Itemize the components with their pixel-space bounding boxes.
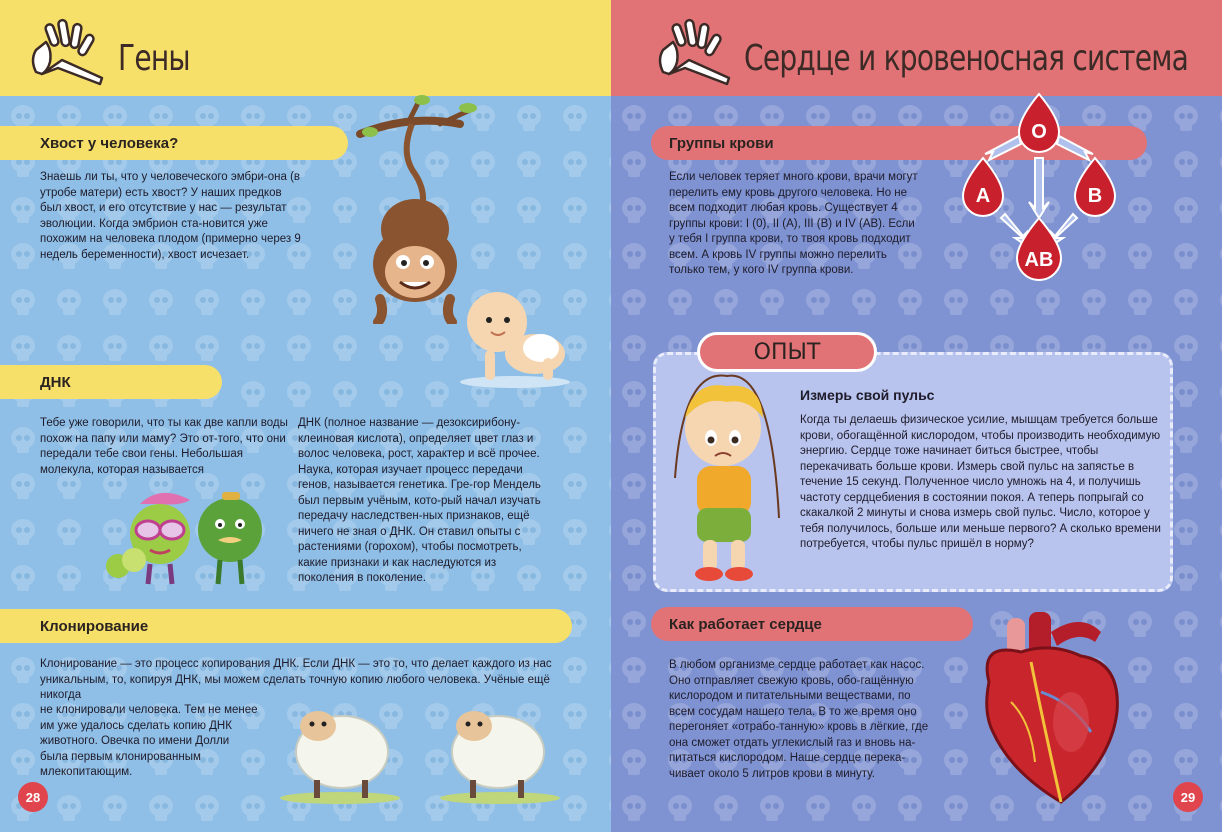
cloning-paragraph-bottom: не клонировали человека. Тем не менее им уже удалось сделать копию ДНК животного. Овечка по имени Долли была первым клонированным млекопитающим. <box>40 704 258 778</box>
experiment-paragraph: Когда ты делаешь физическое усилие, мышцам требуется больше крови, обогащённой кислородом, чтобы производить необходимую энергию. Сердце тоже начинает биться быстрее, чтобы перекачивать больше крови. Измерь свой пульс на запястье в течение 15 секунд. Полученное число умножь на 4, и получишь частоту сердцебиения в состоянии покоя. А теперь попрыгай со скакалкой 2 минуты и снова измерь свой пульс. Число, которое у тебя получилось, больше или меньше первого? А сколько времени потребуется, чтобы пульс пришёл в норму? <box>800 414 1161 550</box>
section-heading-dna: ДНК <box>0 365 222 399</box>
drop-label-b: B <box>1087 185 1103 207</box>
heart-paragraph: В любом организме сердце работает как насос. Оно отправляет свежую кровь, обо-гащённую кислородом и питательными веществами, по всем сосудам нашего тела. В то же время оно перегоняет «отрабо-танную» кровь в лёгкие, где она сможет отдать углекислый газ и вновь на-питаться кислородом. Наше сердце перека-чивает около 5 литров крови в минуту. <box>669 659 929 780</box>
baby-illustration <box>455 286 575 390</box>
drop-label-o: O <box>1031 121 1047 143</box>
skeleton-hand-icon <box>22 10 122 88</box>
heart-illustration <box>971 612 1131 808</box>
chapter-title-right: Сердце и кровеносная система <box>744 38 1189 79</box>
dna-paragraph-left: Тебе уже говорили, что ты как две капли воды похож на папу или маму? Это от-того, что они передали тебе свои гены. Небольшая молекула, которая называется <box>40 417 288 476</box>
boy-jump-rope-illustration <box>653 368 803 588</box>
drop-label-ab: AB <box>1024 249 1054 271</box>
dna-paragraph-right: ДНК (полное название — дезоксирибону-клеиновая кислота), определяет цвет глаз и волос человека, рост, характер и всё прочее. Наука, которая изучает процесс передачи генов, называется генетика. Гре-гор Мендель был первым учёным, кото-рый начал изучать передачу наследствен-ных признаков, ещё ничего не зная о ДНК. Он ставил опыты с растениями (горохом), чтобы посмотреть, какие признаки и как наследуются из поколения в поколение. <box>298 417 541 584</box>
chapter-title: Гены <box>118 38 190 79</box>
experiment-heading: Измерь свой пульс <box>800 387 935 403</box>
experiment-label: ОПЫТ <box>697 332 877 372</box>
tail-paragraph: Знаешь ли ты, что у человеческого эмбри-она (в утробе матери) есть хвост? У наших предков был хвост, и его отсутствие у нас — результат эволюции. Когда эмбрион ста-новится уже похожим на человека плодом (примерно через 9 недель беременности), хвост исчезает. <box>40 171 301 261</box>
sheep-clones-illustration <box>270 694 570 806</box>
page-number-left: 28 <box>18 782 48 812</box>
section-heading-tail: Хвост у человека? <box>0 126 348 160</box>
section-heading-cloning: Клонирование <box>0 609 572 643</box>
cloning-paragraph-top: Клонирование — это процесс копирования ДНК. Если ДНК — это то, что делает каждого из нас уникальным, то, копируя ДНК, мы можем сделать точную копию любого человека. Учёные ещё никогда <box>40 658 552 701</box>
blood-groups-paragraph: Если человек теряет много крови, врачи могут перелить ему кровь другого человека. Но не всем подходит любая кровь. Существует 4 группы крови: I (0), II (A), III (B) и IV (AB). Если у тебя I группа крови, то твоя кровь подходит всем. А кровь IV группы можно перелить только тем, у кого IV группа крови. <box>669 171 918 276</box>
section-heading-blood-groups: Группы крови <box>651 126 1147 160</box>
blood-groups-diagram <box>949 88 1129 288</box>
section-heading-heart: Как работает сердце <box>651 607 973 641</box>
page-number-right: 29 <box>1173 782 1203 812</box>
right-page <box>611 0 1222 832</box>
drop-label-a: A <box>975 185 991 207</box>
skeleton-hand-icon-right <box>649 10 749 88</box>
pea-family-illustration <box>100 484 290 590</box>
